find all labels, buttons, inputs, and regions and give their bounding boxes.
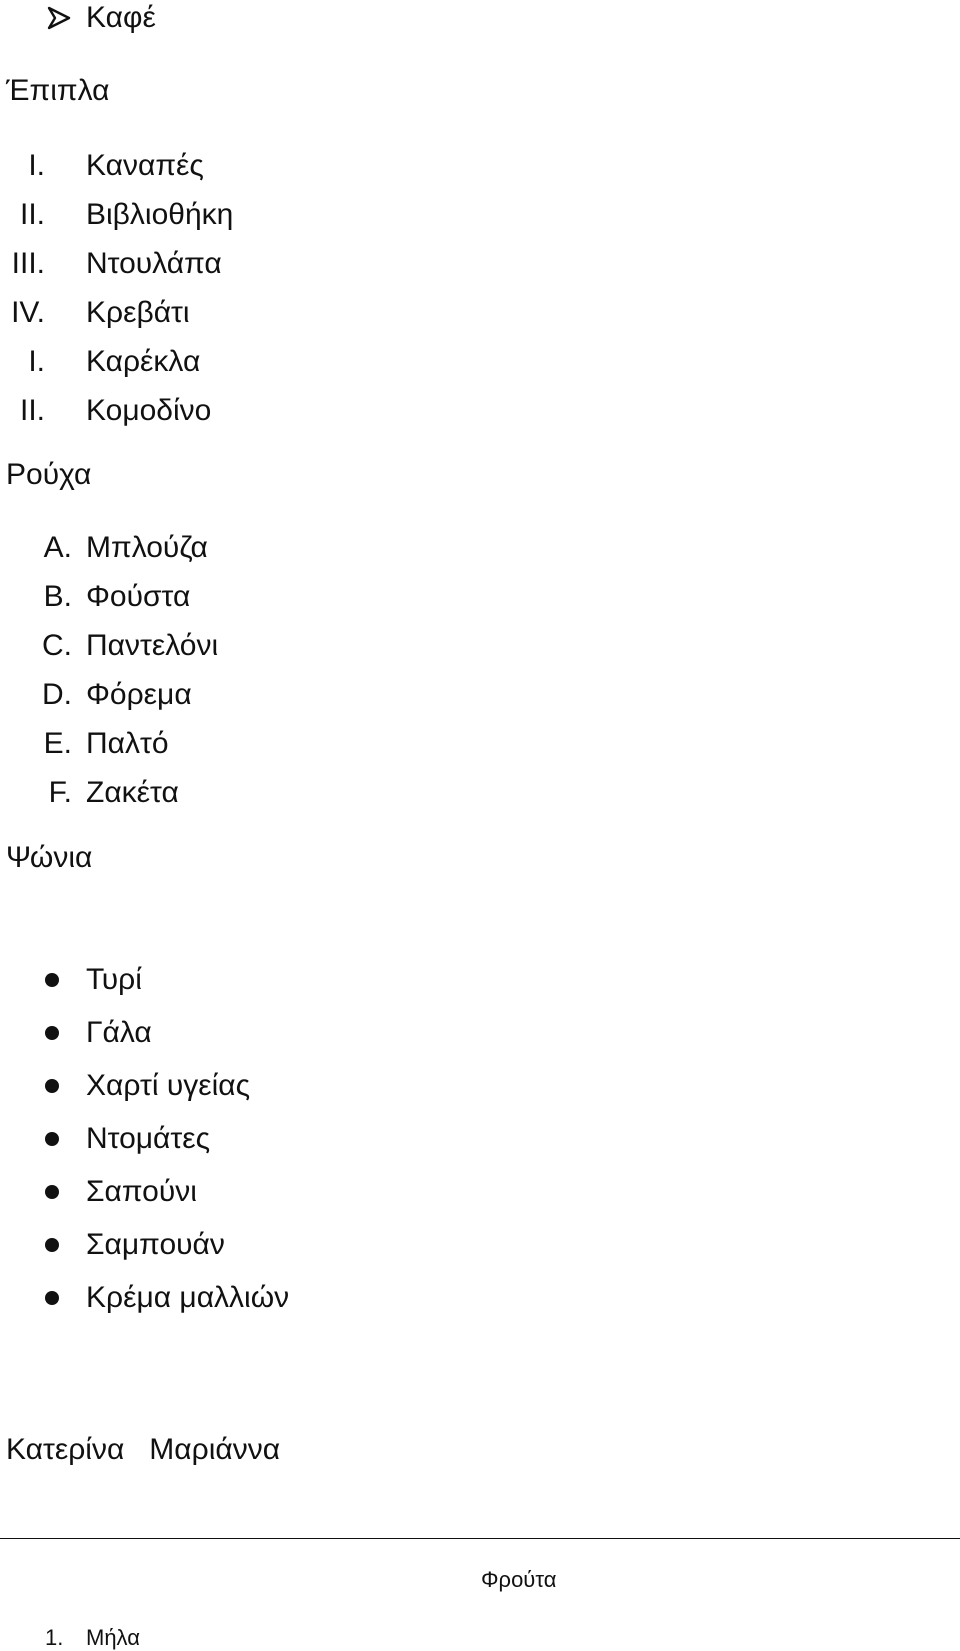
bullet-dot-icon (45, 1185, 59, 1199)
list-marker: A. (43, 531, 72, 564)
arrow-bullet-icon (45, 4, 73, 32)
list-marker: IV. (11, 296, 45, 329)
list-marker: E. (43, 727, 72, 760)
list-item: Παλτό (86, 727, 169, 760)
list-item: Μπλούζα (86, 531, 208, 564)
bullet-dot-icon (45, 1026, 59, 1040)
bullet-dot-icon (45, 973, 59, 987)
list-marker: II. (19, 394, 45, 427)
bullet-dot-icon (45, 1079, 59, 1093)
list-item: Κρεβάτι (86, 296, 190, 329)
list-marker: III. (11, 247, 45, 280)
footer-list-marker: 1. (45, 1625, 64, 1650)
list-marker: B. (43, 580, 72, 613)
list-item: Ντομάτες (86, 1122, 211, 1155)
list-item: Ντουλάπα (86, 247, 222, 280)
section-heading-shopping: Ψώνια (6, 841, 93, 874)
list-item: Καναπές (86, 149, 204, 182)
section-heading-clothes: Ρούχα (6, 458, 92, 491)
list-item: Γάλα (86, 1016, 152, 1049)
list-marker: C. (42, 629, 72, 662)
list-item: Βιβλιοθήκη (86, 198, 234, 231)
list-item: Τυρί (86, 963, 142, 996)
list-item: Φόρεμα (86, 678, 192, 711)
list-item: Καρέκλα (86, 345, 201, 378)
list-item: Ζακέτα (86, 776, 179, 809)
list-item: Κομοδίνο (86, 394, 212, 427)
top-item-label: Καφέ (86, 1, 156, 34)
list-item: Χαρτί υγείας (86, 1069, 251, 1102)
list-item: Παντελόνι (86, 629, 219, 662)
list-item: Σαμπουάν (86, 1228, 225, 1261)
list-marker: I. (28, 345, 45, 378)
list-item: Σαπούνι (86, 1175, 197, 1208)
list-marker: F. (48, 776, 72, 809)
footer-title: Φρούτα (481, 1567, 557, 1592)
list-marker: II. (19, 198, 45, 231)
footer-list-label: Μήλα (86, 1625, 140, 1650)
list-item: Κρέμα μαλλιών (86, 1281, 290, 1314)
bullet-dot-icon (45, 1238, 59, 1252)
bullet-dot-icon (45, 1291, 59, 1305)
list-item: Φούστα (86, 580, 191, 613)
list-marker: I. (28, 149, 45, 182)
bullet-dot-icon (45, 1132, 59, 1146)
list-marker: D. (42, 678, 72, 711)
top-list-item (0, 0, 400, 36)
section-heading-furniture: Έπιπλα (6, 74, 110, 107)
names-line: Κατερίνα Μαριάννα (6, 1433, 281, 1466)
footer-divider (0, 1538, 960, 1539)
